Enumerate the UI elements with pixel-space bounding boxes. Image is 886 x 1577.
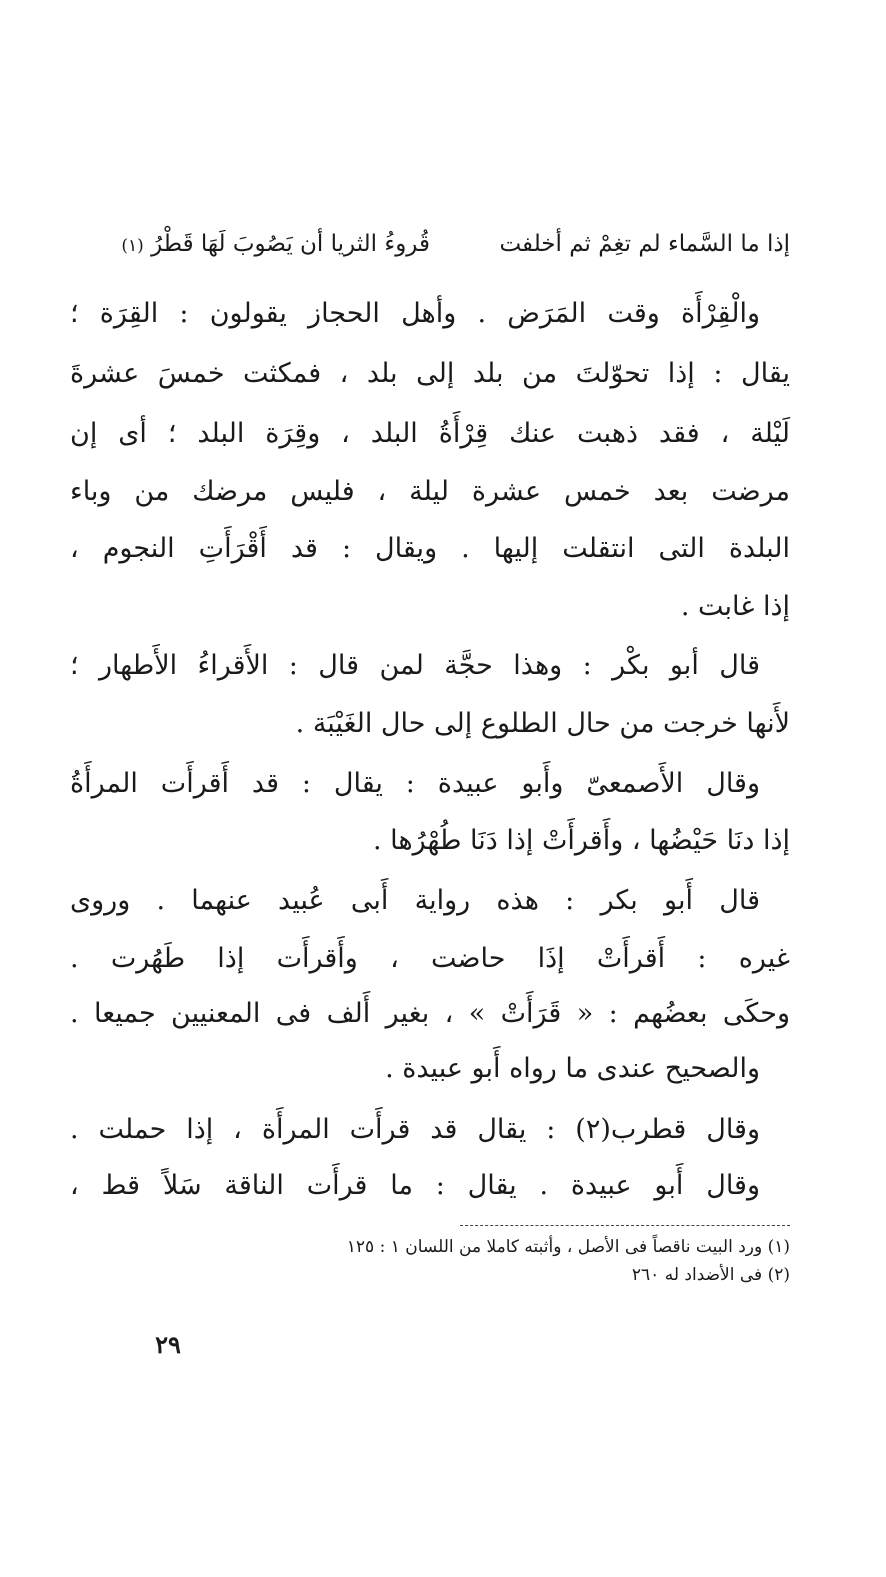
main-text <box>70 0 790 1220</box>
body-line: قال أبو بكْر : وهذا حجَّة لمن قال : الأَقراءُ الأَطهار ؛ <box>70 650 760 681</box>
footnote-1: (١) ورد البيت ناقصاً فى الأصل ، وأثبته كاملا من اللسان ١ : ١٢٥ <box>346 1237 790 1257</box>
poem-verse <box>70 222 790 266</box>
body-line: إذا غابت . <box>680 591 790 622</box>
body-line: قال أَبو بكر : هذه رواية أَبى عُبيد عنهما . وروى <box>70 885 760 916</box>
body-line: والْقِرْأَة وقت المَرَض . وأهل الحجاز يقولون : القِرَة ؛ <box>70 298 760 329</box>
verse-second-hemistich <box>121 222 430 268</box>
footnote-2: (٢) فى الأضداد له ٢٦٠ <box>631 1265 790 1285</box>
body-line: إذا دنَا حَيْضُها ، وأَقرأَتْ إذا دَنَا طُهْرُها . <box>372 825 790 856</box>
body-line: وحكَى بعضُهم : « قَرَأَتْ » ، بغير أَلف فى المعنيين جميعا . <box>70 998 790 1029</box>
footnote-divider <box>460 1225 790 1226</box>
page-number: ٢٩ <box>155 1330 181 1359</box>
body-line: وقال الأَصمعىّ وأَبو عبيدة : يقال : قد أَقرأَت المرأَةُ <box>70 768 760 799</box>
body-line: والصحيح عندى ما رواه أَبو عبيدة . <box>385 1053 760 1084</box>
body-line: لَيْلة ، فقد ذهبت عنك قِرْأَةُ البلد ، وقِرَة البلد ؛ أى إن <box>70 418 790 449</box>
verse-second-hemistich-text: قُروءُ الثريا أن يَصُوبَ لَهَا قَطْرُ <box>151 231 430 257</box>
body-line: مرضت بعد خمس عشرة ليلة ، فليس مرضك من وباء <box>70 476 790 507</box>
body-line: لأَنها خرجت من حال الطلوع إلى حال الغَيْبَة . <box>295 708 790 739</box>
body-line: يقال : إذا تحوّلتَ من بلد إلى بلد ، فمكثت خمسَ عشرةَ <box>70 358 790 389</box>
body-line: البلدة التى انتقلت إليها . ويقال : قد أَقْرَأَتِ النجوم ، <box>70 533 790 564</box>
footnote-marker: (١) <box>121 236 144 256</box>
verse-first-hemistich: إذا ما السَّماء لم تغِمْ ثم أخلفت <box>499 231 790 257</box>
body-line: وقال قطرب(٢) : يقال قد قرأَت المرأَة ، إذا حملت . <box>70 1114 760 1145</box>
body-line: وقال أَبو عبيدة . يقال : ما قرأَت الناقة سَلاً قط ، <box>70 1170 760 1201</box>
body-line: غيره : أَقرأَتْ إذَا حاضت ، وأَقرأَت إذا طَهُرت . <box>70 943 790 974</box>
